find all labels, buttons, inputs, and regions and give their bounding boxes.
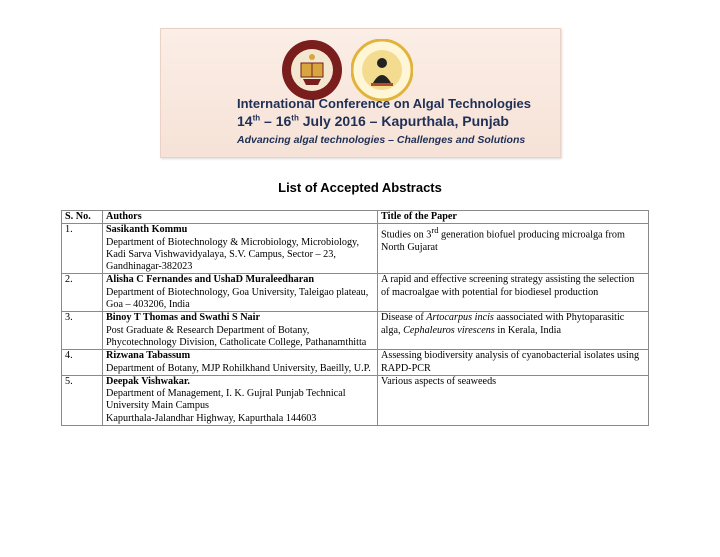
author-name: Rizwana Tabassum: [106, 350, 191, 362]
row-authors: [103, 350, 378, 376]
table-row: [62, 312, 649, 350]
author-address: Kapurthala-Jalandhar Highway, Kapurthala 144603: [106, 412, 317, 424]
row-sno: 2.: [62, 274, 103, 312]
conference-title: International Conference on Algal Technologies: [237, 96, 531, 111]
header-title: Title of the Paper: [378, 211, 649, 224]
row-authors: [103, 224, 378, 274]
abstracts-table: [61, 210, 649, 426]
row-title: Various aspects of seaweeds: [378, 375, 649, 425]
row-authors: [103, 312, 378, 350]
author-affiliation: Department of Biotechnology & Microbiology, Microbiology, Kadi Sarva Vishwavidyalaya, S.V. Campus, Sector – 23, Gandhinagar-382023: [106, 236, 360, 273]
author-name: Deepak Vishwakar.: [106, 375, 190, 387]
row-sno: 4.: [62, 350, 103, 376]
table-header-row: [62, 211, 649, 224]
author-affiliation: Department of Management, I. K. Gujral Punjab Technical University Main Campus: [106, 388, 346, 412]
table-row: [62, 350, 649, 376]
row-title: Assessing biodiversity analysis of cyanobacterial isolates using RAPD-PCR: [378, 350, 649, 376]
conference-dates: 14th – 16th July 2016 – Kapurthala, Punjab: [237, 113, 509, 129]
table-row: [62, 375, 649, 425]
table-row: [62, 224, 649, 274]
author-affiliation: Department of Botany, MJP Rohilkhand University, Baeilly, U.P.: [106, 362, 371, 374]
header-sno: S. No.: [62, 211, 103, 224]
row-sno: 3.: [62, 312, 103, 350]
row-title: Studies on 3rd generation biofuel producing microalga from North Gujarat: [378, 224, 649, 274]
committee-emblem-logo: [351, 39, 413, 101]
page-title: List of Accepted Abstracts: [278, 180, 442, 195]
author-affiliation: Post Graduate & Research Department of Botany, Phycotechnology Division, Catholicate College, Pathanamthitta: [106, 324, 367, 348]
conference-banner: [160, 28, 561, 158]
society-emblem-logo: [281, 39, 343, 101]
row-sno: 5.: [62, 375, 103, 425]
conference-tagline: Advancing algal technologies – Challenges and Solutions: [237, 134, 526, 146]
row-title: A rapid and effective screening strategy assisting the selection of macroalgae with potential for biodiesel production: [378, 274, 649, 312]
author-affiliation: Department of Biotechnology, Goa University, Taleigao plateau, Goa – 403206, India: [106, 286, 369, 311]
author-name: Alisha C Fernandes and UshaD Muraleedharan: [106, 274, 315, 286]
author-name: Binoy T Thomas and Swathi S Nair: [106, 312, 261, 324]
author-name: Sasikanth Kommu: [106, 224, 188, 236]
row-title: Disease of Artocarpus incis aassociated with Phytoparasitic alga, Cephaleuros virescens in Kerala, India: [378, 312, 649, 350]
row-sno: 1.: [62, 224, 103, 274]
row-authors: [103, 375, 378, 425]
header-authors: Authors: [103, 211, 378, 224]
table-row: [62, 274, 649, 312]
row-authors: [103, 274, 378, 312]
